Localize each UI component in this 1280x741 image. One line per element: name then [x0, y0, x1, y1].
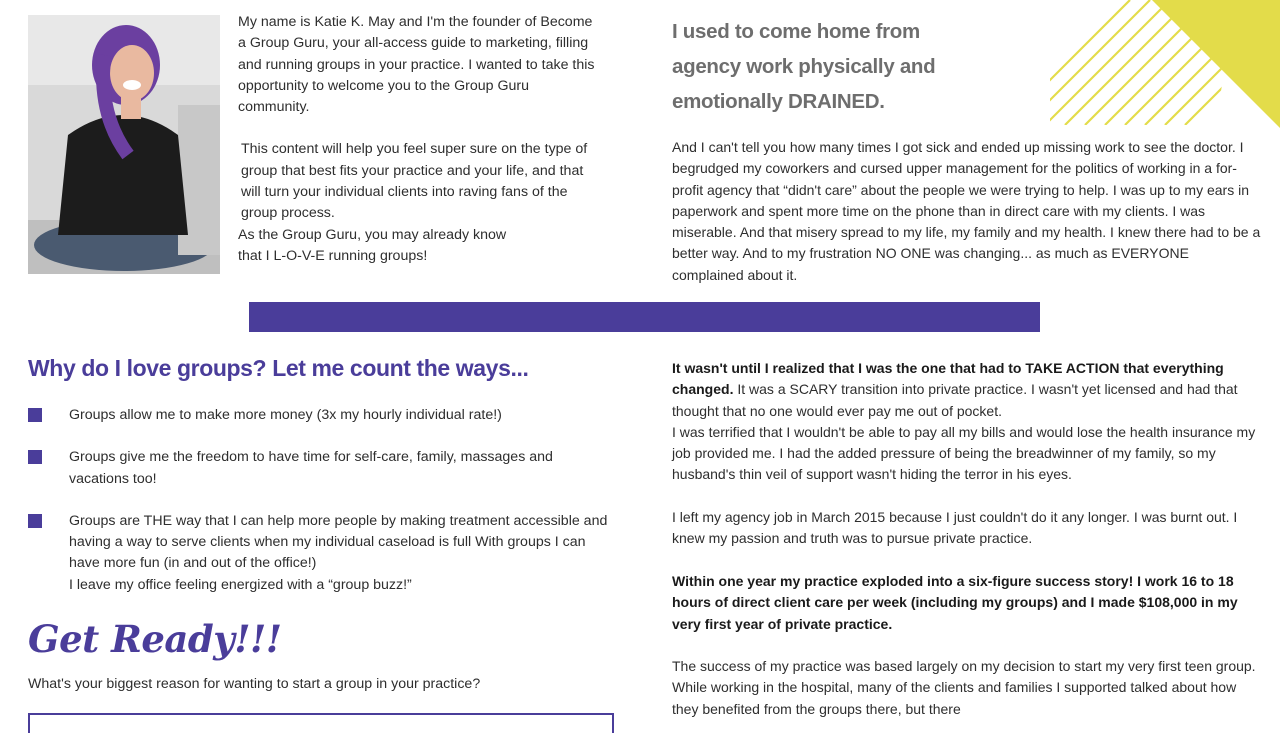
bullet-square-icon: [28, 450, 42, 464]
intro-paragraph-2: This content will help you feel super sure on the type of group that best fits your practice and your life, and that will turn your individual clients into raving fans of the group process.: [241, 141, 588, 222]
headline-line-2: agency work physically and: [672, 55, 936, 78]
list-item: [28, 405, 608, 426]
reason-question: What's your biggest reason for wanting to start a group in your practice?: [28, 676, 481, 692]
headline-line-3: emotionally DRAINED.: [672, 90, 885, 113]
why-groups-title: Why do I love groups? Let me count the ways...: [28, 355, 529, 381]
intro-paragraph-3-line-1: As the Group Guru, you may already know: [238, 226, 507, 243]
list-item-text: Groups allow me to make more money (3x my hourly individual rate!): [69, 407, 502, 423]
headline-line-1: I used to come home from: [672, 20, 920, 43]
get-ready-title: Get Ready!!!: [28, 617, 282, 661]
why-groups-list: [28, 405, 608, 596]
action-paragraph: [672, 358, 1262, 486]
bullet-square-icon: [28, 408, 42, 422]
action-paragraph-bold: It wasn't until I realized that I was the one that had to TAKE ACTION that everything changed.: [672, 360, 1224, 398]
teen-group-paragraph: The success of my practice was based largely on my decision to start my very first teen group. While working in the hospital, many of the clients and families I supported talked about how they benefited from the groups there, but there: [672, 658, 1256, 717]
intro-paragraph-1: My name is Katie K. May and I'm the founder of Become a Group Guru, your all-access guide to marketing, filling and running groups in your practice. I wanted to take this opportunity to welcome you to the Group Guru community.: [238, 14, 595, 116]
action-paragraph-rest: It was a SCARY transition into private practice. I wasn't yet licensed and had that thought that no one would ever pay me out of pocket.: [672, 381, 1238, 419]
founder-illustration: [28, 15, 220, 274]
answer-field[interactable]: [28, 713, 614, 733]
action-paragraph-cont: I was terrified that I wouldn't be able to pay all my bills and would lose the health insurance my job provided me. I had the added pressure of being the breadwinner of my family, so my husband's thin veil of support wasn't hiding the terror in his eyes.: [672, 423, 1256, 483]
intro-paragraph-3-line-2: that I L-O-V-E running groups!: [238, 247, 428, 264]
list-item: [28, 511, 608, 596]
story-continued: [672, 358, 1262, 741]
intro-text: [238, 12, 598, 267]
corner-decoration: [1040, 0, 1280, 130]
list-item-last-line: I leave my office feeling energized with a “group buzz!”: [69, 576, 412, 593]
section-divider-bar: [249, 302, 1040, 332]
success-paragraph: [672, 571, 1262, 635]
story-headline: [672, 14, 1012, 119]
success-paragraph-bold: Within one year my practice exploded into a six-figure success story! I work 16 to 18 hours of direct client care per week (including my groups) and I made $108,000 in my very first year of private practice.: [672, 572, 1238, 632]
bullet-square-icon: [28, 514, 42, 528]
story-paragraph: And I can't tell you how many times I got sick and ended up missing work to see the doctor. I begrudged my coworkers and cursed upper management for the politics of working in a for-profit agency that “didn't care” about the people we were trying to help. I was up to my ears in paperwork and spent more time on the phone than in direct care with my clients. I was miserable. And that misery spread to my life, my family and my health. I knew there had to be a better way. And to my frustration NO ONE was changing... as much as EVERYONE complained about it.: [672, 139, 1261, 283]
list-item: [28, 447, 608, 490]
list-item-text: Groups are THE way that I can help more people by making treatment accessible and having a way to serve clients when my individual caseload is full With groups I can have more fun (in and out of the office!): [69, 512, 608, 572]
list-item-text: Groups give me the freedom to have time for self-care, family, massages and vacations too!: [69, 449, 553, 487]
founder-photo: [28, 15, 220, 274]
agency-job-paragraph: I left my agency job in March 2015 because I just couldn't do it any longer. I was burnt out. I knew my passion and truth was to pursue private practice.: [672, 509, 1238, 547]
